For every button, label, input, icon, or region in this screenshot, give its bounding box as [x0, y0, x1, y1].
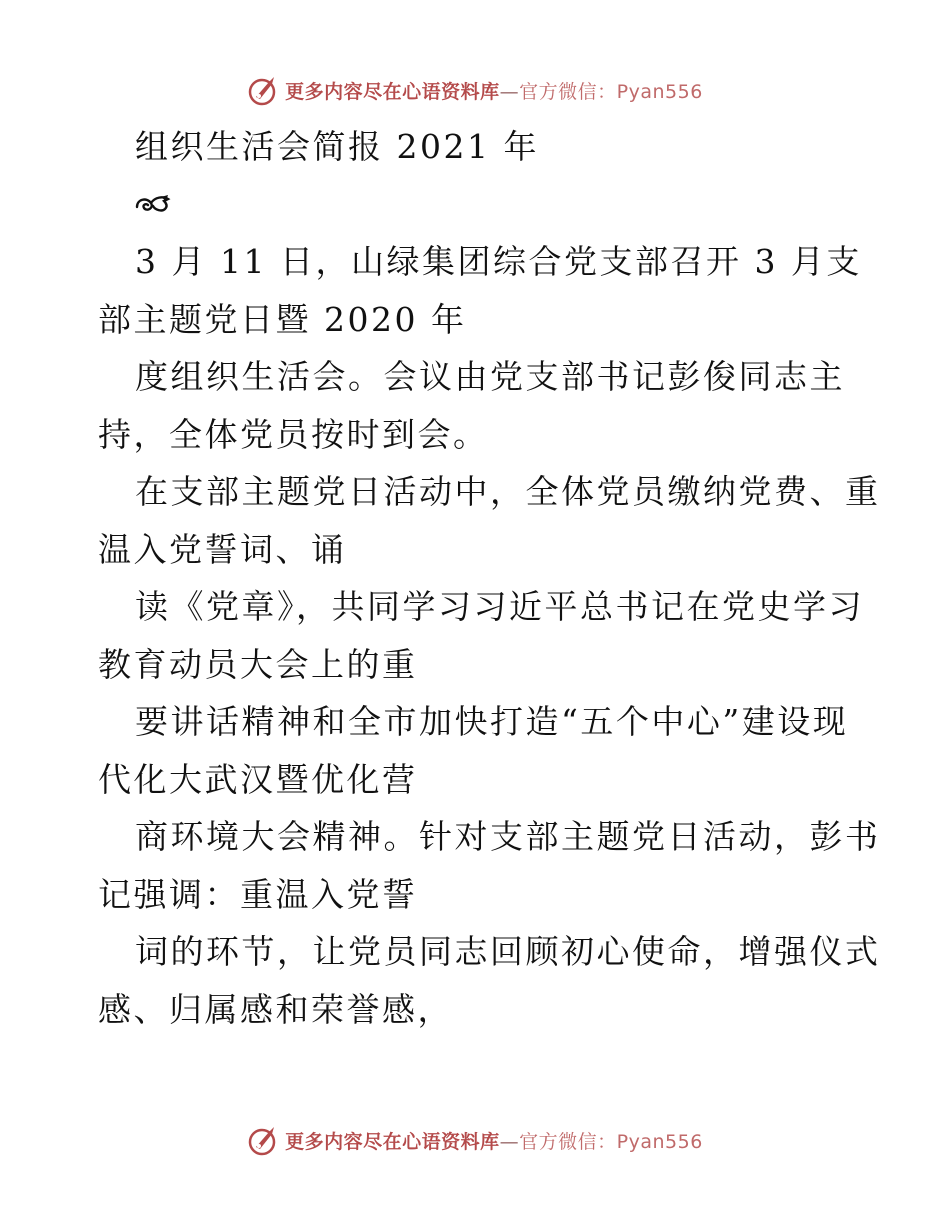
paragraph-line: 读《党章》，共同学习习近平总书记在党史学习 — [135, 587, 864, 626]
paragraph-line: 度组织生活会。会议由党支部书记彭俊同志主 — [135, 357, 845, 396]
paragraph-line: 词的环节，让党员同志回顾初心使命，增强仪式 — [135, 932, 881, 971]
paragraph-line: 教育动员大会上的重 — [98, 644, 418, 684]
paragraph-line: 感、归属感和荣誉感， — [98, 989, 453, 1029]
watermark-site: 更多内容尽在心语资料库 — [285, 80, 500, 103]
footer-watermark — [0, 1120, 950, 1160]
paragraph-line: 部主题党日暨 2020 年 — [98, 299, 467, 339]
pen-logo-icon — [247, 1123, 281, 1157]
paragraph-line: 3 月 11 日，山绿集团综合党支部召开 3 月支 — [135, 242, 862, 281]
paragraph-line: 温入党誓词、诵 — [98, 529, 347, 569]
paragraph-line: 记强调：重温入党誓 — [98, 874, 418, 914]
paragraph-line: 在支部主题党日活动中，全体党员缴纳党费、重 — [135, 472, 881, 511]
header-watermark — [0, 70, 950, 110]
watermark-separator: — — [499, 80, 520, 103]
watermark-site: 更多内容尽在心语资料库 — [285, 1130, 500, 1153]
paragraph-line: 持，全体党员按时到会。 — [98, 414, 489, 454]
document-title: 组织生活会简报 2021 年 — [135, 127, 539, 166]
paragraph-line: 代化大武汉暨优化营 — [98, 759, 418, 799]
paragraph-line: 要讲话精神和全市加快打造“五个中心”建设现 — [135, 702, 849, 741]
watermark-text — [285, 77, 703, 104]
watermark-text — [285, 1127, 703, 1154]
scroll-ornament-icon — [135, 193, 171, 215]
watermark-contact: 官方微信：Pyan556 — [519, 80, 703, 103]
document-body — [98, 118, 881, 1038]
watermark-contact: 官方微信：Pyan556 — [519, 1130, 703, 1153]
pen-logo-icon — [247, 73, 281, 107]
ornament — [98, 176, 858, 234]
paragraph-line: 商环境大会精神。针对支部主题党日活动，彭书 — [135, 817, 881, 856]
watermark-separator: — — [499, 1130, 520, 1153]
